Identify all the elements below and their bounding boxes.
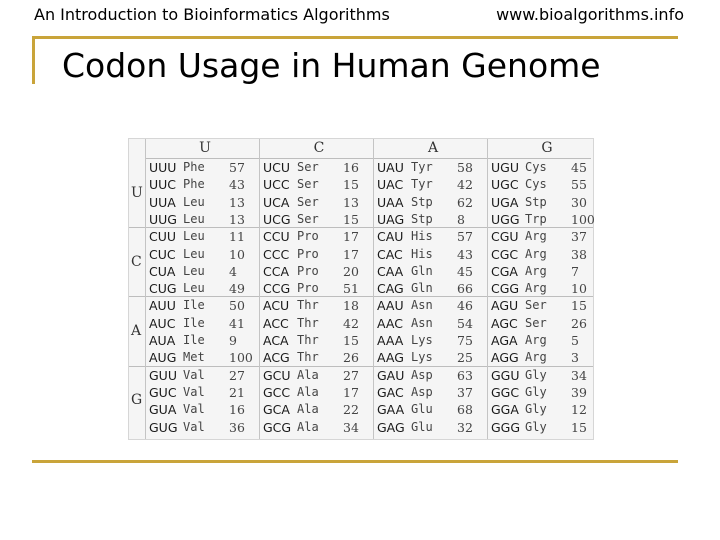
amino-acid-label: Phe <box>183 160 205 174</box>
codon-label: CUU <box>149 229 177 245</box>
usage-frequency: 18 <box>343 298 359 314</box>
codon-label: CGG <box>491 281 520 297</box>
codon-label: AGC <box>491 315 518 331</box>
codon-entry <box>259 367 371 384</box>
column-header-u: U <box>199 140 211 156</box>
amino-acid-label: Ala <box>297 402 319 417</box>
usage-frequency: 36 <box>229 419 245 435</box>
amino-acid-label: Phe <box>183 177 205 192</box>
column-divider <box>259 139 260 439</box>
usage-frequency: 100 <box>571 211 595 227</box>
amino-acid-label: Ala <box>297 367 319 382</box>
amino-acid-label: Leu <box>183 263 205 278</box>
codon-label: UUG <box>149 211 177 227</box>
codon-label: GGU <box>491 367 520 383</box>
usage-frequency: 100 <box>229 350 253 366</box>
codon-label: CCG <box>263 281 291 297</box>
usage-frequency: 45 <box>571 160 587 175</box>
codon-entry <box>145 297 257 314</box>
codon-entry <box>487 280 599 297</box>
usage-frequency: 12 <box>571 402 587 418</box>
codon-entry <box>373 384 485 401</box>
codon-label: GAC <box>377 384 404 400</box>
row-header-c: C <box>131 253 142 270</box>
amino-acid-label: Pro <box>297 229 319 244</box>
amino-acid-label: Ser <box>297 211 319 226</box>
usage-frequency: 15 <box>571 298 587 314</box>
usage-frequency: 55 <box>571 177 587 193</box>
usage-frequency: 68 <box>457 402 473 418</box>
codon-entry <box>145 194 257 211</box>
website-url: www.bioalgorithms.info <box>496 5 684 24</box>
codon-label: GUC <box>149 384 177 400</box>
codon-entry <box>259 419 371 436</box>
codon-entry <box>145 315 257 332</box>
codon-label: CUG <box>149 281 177 297</box>
codon-entry <box>373 401 485 418</box>
amino-acid-label: Val <box>183 384 205 399</box>
usage-frequency: 49 <box>229 281 245 297</box>
row-header-u: U <box>131 184 143 201</box>
usage-frequency: 7 <box>571 263 579 279</box>
codon-entry <box>259 332 371 349</box>
codon-entry <box>487 211 599 228</box>
course-title: An Introduction to Bioinformatics Algorithms <box>34 5 390 24</box>
codon-entry <box>145 246 257 263</box>
codon-label: UGC <box>491 177 519 193</box>
usage-frequency: 17 <box>343 384 359 400</box>
usage-frequency: 57 <box>229 160 245 175</box>
codon-entry <box>487 297 599 314</box>
usage-frequency: 13 <box>229 211 245 227</box>
codon-entry <box>373 349 485 366</box>
usage-frequency: 75 <box>457 333 473 348</box>
amino-acid-label: Ile <box>183 298 205 313</box>
codon-label: GGG <box>491 419 521 435</box>
amino-acid-label: Lys <box>411 350 433 365</box>
usage-frequency: 43 <box>457 246 473 262</box>
amino-acid-label: Arg <box>525 229 547 244</box>
codon-entry <box>145 159 257 176</box>
amino-acid-label: Leu <box>183 194 205 209</box>
amino-acid-label: Trp <box>525 211 547 226</box>
codon-label: CCC <box>263 246 290 262</box>
codon-label: UAC <box>377 177 404 193</box>
amino-acid-label: Pro <box>297 281 319 296</box>
codon-label: GCA <box>263 402 290 418</box>
usage-frequency: 4 <box>229 263 237 279</box>
codon-label: AAG <box>377 350 404 366</box>
codon-entry <box>487 332 599 349</box>
amino-acid-label: Thr <box>297 298 319 313</box>
codon-entry <box>487 419 599 436</box>
bottom-divider <box>32 460 678 463</box>
codon-label: UCA <box>263 194 290 210</box>
codon-label: CGA <box>491 263 518 279</box>
codon-entry <box>145 211 257 228</box>
codon-label: ACC <box>263 315 289 331</box>
codon-label: GCG <box>263 419 292 435</box>
column-header-a: A <box>427 140 439 156</box>
codon-entry <box>259 349 371 366</box>
codon-label: GGA <box>491 402 519 418</box>
codon-label: UGA <box>491 194 519 210</box>
usage-frequency: 37 <box>457 384 473 400</box>
codon-entry <box>145 349 257 366</box>
codon-entry <box>487 246 599 263</box>
amino-acid-label: Ile <box>183 315 205 330</box>
codon-label: UCC <box>263 177 290 193</box>
codon-label: CCA <box>263 263 290 279</box>
codon-entry <box>373 228 485 245</box>
codon-label: AAC <box>377 315 403 331</box>
codon-entry <box>373 332 485 349</box>
usage-frequency: 9 <box>229 333 237 348</box>
amino-acid-label: Arg <box>525 246 547 261</box>
amino-acid-label: Val <box>183 419 205 434</box>
codon-entry <box>487 349 599 366</box>
usage-frequency: 20 <box>343 263 359 279</box>
usage-frequency: 15 <box>343 211 359 227</box>
codon-entry <box>145 280 257 297</box>
column-divider <box>145 139 146 439</box>
column-divider <box>373 139 374 439</box>
usage-frequency: 11 <box>229 229 245 245</box>
codon-label: CUC <box>149 246 176 262</box>
amino-acid-label: Thr <box>297 350 319 365</box>
codon-entry <box>145 332 257 349</box>
codon-entry <box>373 280 485 297</box>
usage-frequency: 32 <box>457 419 473 435</box>
usage-frequency: 57 <box>457 229 473 245</box>
codon-entry <box>487 315 599 332</box>
codon-entry <box>373 263 485 280</box>
codon-label: CAA <box>377 263 404 279</box>
codon-label: GAA <box>377 402 405 418</box>
amino-acid-label: Met <box>183 350 205 365</box>
usage-frequency: 17 <box>343 246 359 262</box>
amino-acid-label: Glu <box>411 419 433 434</box>
amino-acid-label: Stp <box>411 211 433 226</box>
amino-acid-label: Tyr <box>411 177 433 192</box>
usage-frequency: 34 <box>571 367 587 383</box>
codon-label: CGU <box>491 229 519 245</box>
codon-label: AUU <box>149 298 176 314</box>
codon-entry <box>145 401 257 418</box>
amino-acid-label: Val <box>183 367 205 382</box>
amino-acid-label: His <box>411 246 433 261</box>
top-divider <box>32 36 678 39</box>
codon-label: AUG <box>149 350 177 366</box>
usage-frequency: 16 <box>229 402 245 418</box>
codon-entry <box>145 263 257 280</box>
usage-frequency: 42 <box>457 177 473 193</box>
amino-acid-label: Gly <box>525 384 547 399</box>
amino-acid-label: Arg <box>525 263 547 278</box>
codon-entry <box>259 384 371 401</box>
codon-entry <box>373 176 485 193</box>
usage-frequency: 16 <box>343 160 359 175</box>
amino-acid-label: Ala <box>297 419 319 434</box>
amino-acid-label: Pro <box>297 263 319 278</box>
amino-acid-label: Leu <box>183 246 205 261</box>
amino-acid-label: Ser <box>525 298 547 313</box>
usage-frequency: 15 <box>343 177 359 193</box>
codon-entry <box>487 263 599 280</box>
usage-frequency: 46 <box>457 298 473 314</box>
codon-label: GUG <box>149 419 178 435</box>
amino-acid-label: Arg <box>525 281 547 296</box>
usage-frequency: 26 <box>343 350 359 366</box>
codon-entry <box>259 211 371 228</box>
codon-label: GGC <box>491 384 520 400</box>
amino-acid-label: Gly <box>525 367 547 382</box>
codon-label: UCU <box>263 160 291 175</box>
codon-label: CAG <box>377 281 404 297</box>
usage-frequency: 3 <box>571 350 579 366</box>
usage-frequency: 15 <box>343 333 359 348</box>
amino-acid-label: Arg <box>525 350 547 365</box>
codon-label: UAA <box>377 194 404 210</box>
codon-entry <box>259 315 371 332</box>
amino-acid-label: Asn <box>411 315 433 330</box>
amino-acid-label: Ser <box>297 160 319 174</box>
codon-entry <box>487 159 599 176</box>
codon-label: GAG <box>377 419 405 435</box>
usage-frequency: 30 <box>571 194 587 210</box>
amino-acid-label: Ser <box>297 194 319 209</box>
codon-entry <box>259 246 371 263</box>
codon-label: UCG <box>263 211 291 227</box>
column-header-g: G <box>541 140 553 156</box>
codon-label: AAA <box>377 333 404 348</box>
codon-label: CAU <box>377 229 404 245</box>
codon-label: AUA <box>149 333 176 348</box>
codon-entry <box>373 194 485 211</box>
codon-label: GUU <box>149 367 177 383</box>
codon-entry <box>259 297 371 314</box>
amino-acid-label: Gly <box>525 419 547 434</box>
usage-frequency: 34 <box>343 419 359 435</box>
codon-entry <box>259 176 371 193</box>
usage-frequency: 13 <box>343 194 359 210</box>
usage-frequency: 22 <box>343 402 359 418</box>
codon-label: GCU <box>263 367 291 383</box>
amino-acid-label: Stp <box>525 194 547 209</box>
codon-entry <box>487 194 599 211</box>
usage-frequency: 21 <box>229 384 245 400</box>
codon-label: ACU <box>263 298 290 314</box>
amino-acid-label: Pro <box>297 246 319 261</box>
row-header-a: A <box>131 323 142 339</box>
usage-frequency: 10 <box>571 281 587 297</box>
amino-acid-label: Gln <box>411 263 433 278</box>
codon-label: CUA <box>149 263 176 279</box>
codon-entry <box>259 194 371 211</box>
codon-label: AGA <box>491 333 518 348</box>
codon-entry <box>145 367 257 384</box>
amino-acid-label: Asp <box>411 367 433 382</box>
codon-label: UUC <box>149 177 177 193</box>
usage-frequency: 51 <box>343 281 359 297</box>
codon-entry <box>487 401 599 418</box>
codon-entry <box>259 228 371 245</box>
codon-label: AUC <box>149 315 176 331</box>
codon-label: GAU <box>377 367 405 383</box>
codon-label: CAC <box>377 246 403 262</box>
amino-acid-label: Thr <box>297 315 319 330</box>
codon-label: UAG <box>377 211 405 227</box>
codon-entry <box>373 159 485 176</box>
amino-acid-label: Lys <box>411 333 433 347</box>
codon-label: UGU <box>491 160 519 175</box>
codon-label: GUA <box>149 402 177 418</box>
codon-entry <box>373 315 485 332</box>
codon-usage-table <box>128 138 594 440</box>
codon-label: CGC <box>491 246 519 262</box>
codon-entry <box>373 297 485 314</box>
usage-frequency: 37 <box>571 229 587 245</box>
usage-frequency: 13 <box>229 194 245 210</box>
amino-acid-label: Cys <box>525 160 547 174</box>
usage-frequency: 45 <box>457 263 473 279</box>
codon-entry <box>373 419 485 436</box>
usage-frequency: 15 <box>571 419 587 435</box>
slide-title: Codon Usage in Human Genome <box>62 46 601 85</box>
codon-entry <box>487 176 599 193</box>
codon-entry <box>487 384 599 401</box>
codon-entry <box>373 367 485 384</box>
codon-entry <box>259 401 371 418</box>
codon-entry <box>145 419 257 436</box>
usage-frequency: 66 <box>457 281 473 297</box>
codon-entry <box>487 367 599 384</box>
column-divider <box>487 139 488 439</box>
codon-label: UAU <box>377 160 404 175</box>
amino-acid-label: Leu <box>183 211 205 226</box>
usage-frequency: 41 <box>229 315 245 331</box>
usage-frequency: 58 <box>457 160 473 175</box>
column-header-row <box>145 139 591 159</box>
codon-label: CCU <box>263 229 290 245</box>
usage-frequency: 62 <box>457 194 473 210</box>
amino-acid-label: Thr <box>297 333 319 347</box>
codon-entry <box>259 263 371 280</box>
amino-acid-label: Ser <box>525 315 547 330</box>
usage-frequency: 27 <box>343 367 359 383</box>
usage-frequency: 26 <box>571 315 587 331</box>
amino-acid-label: Asn <box>411 298 433 313</box>
codon-label: UUU <box>149 160 177 175</box>
codon-entry <box>373 211 485 228</box>
amino-acid-label: Ile <box>183 333 205 347</box>
usage-frequency: 5 <box>571 333 579 348</box>
codon-label: ACA <box>263 333 289 348</box>
codon-entry <box>145 228 257 245</box>
codon-entry <box>373 246 485 263</box>
usage-frequency: 38 <box>571 246 587 262</box>
usage-frequency: 50 <box>229 298 245 314</box>
usage-frequency: 42 <box>343 315 359 331</box>
codon-entry <box>145 176 257 193</box>
usage-frequency: 25 <box>457 350 473 366</box>
codon-label: UGG <box>491 211 520 227</box>
amino-acid-label: Glu <box>411 402 433 417</box>
usage-frequency: 10 <box>229 246 245 262</box>
amino-acid-label: Stp <box>411 194 433 209</box>
usage-frequency: 39 <box>571 384 587 400</box>
usage-frequency: 63 <box>457 367 473 383</box>
codon-label: UUA <box>149 194 176 210</box>
amino-acid-label: Cys <box>525 177 547 192</box>
amino-acid-label: Gly <box>525 402 547 417</box>
column-header-c: C <box>313 140 325 156</box>
row-header-g: G <box>131 392 143 409</box>
codon-label: AGU <box>491 298 519 314</box>
amino-acid-label: His <box>411 229 433 244</box>
usage-frequency: 27 <box>229 367 245 383</box>
amino-acid-label: Asp <box>411 384 433 399</box>
amino-acid-label: Arg <box>525 333 547 347</box>
usage-frequency: 17 <box>343 229 359 245</box>
codon-entry <box>145 384 257 401</box>
codon-label: ACG <box>263 350 290 366</box>
usage-frequency: 43 <box>229 177 245 193</box>
amino-acid-label: Tyr <box>411 160 433 174</box>
codon-label: GCC <box>263 384 291 400</box>
amino-acid-label: Gln <box>411 281 433 296</box>
amino-acid-label: Val <box>183 402 205 417</box>
usage-frequency: 54 <box>457 315 473 331</box>
amino-acid-label: Ser <box>297 177 319 192</box>
codon-label: AAU <box>377 298 404 314</box>
codon-entry <box>487 228 599 245</box>
usage-frequency: 8 <box>457 211 465 227</box>
amino-acid-label: Ala <box>297 384 319 399</box>
codon-entry <box>259 159 371 176</box>
amino-acid-label: Leu <box>183 281 205 296</box>
left-accent-bar <box>32 36 35 84</box>
codon-entry <box>259 280 371 297</box>
amino-acid-label: Leu <box>183 229 205 244</box>
codon-label: AGG <box>491 350 519 366</box>
